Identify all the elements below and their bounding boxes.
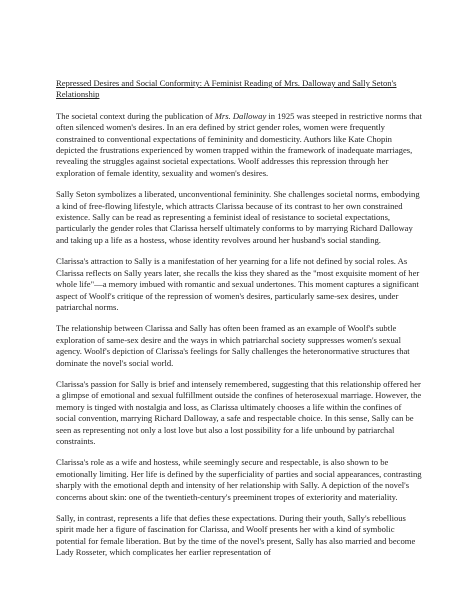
paragraph-7: Sally, in contrast, represents a life that defies these expectations. During their youth, Sally's rebellious spirit made her a figure of fascination for Clarissa, and Woolf presents her with a kind of symbolic potential for female liberation. But by the time of the novel's present, Sally has also married and become Lady Rosseter, which complicates her earlier representation of [56,513,416,558]
document-body [56,78,422,569]
paragraph-1 [56,111,422,179]
paragraph-1-after: in 1925 was steeped in restrictive norms that often silenced women's desires. In an era defined by strict gender roles, women were frequently constrained to conventional expectations of femininity and domesticity. Authors like Kate Chopin depicted the frustrations experienced by women trapped within the framework of inadequate marriages, revealing the struggles against societal expectations. Woolf addresses this repression through her exploration of female identity, sexuality and women's desires. [56,110,422,178]
paragraph-6: Clarissa's role as a wife and hostess, while seemingly secure and respectable, is also shown to be emotionally limiting. Her life is defined by the superficiality of parties and social appearances, contrasting sharply with the emotional depth and intensity of her relationship with Sally. A depiction of the novel's concerns about skin: one of the twentieth-century's preeminent tropes of exteriority and materiality. [56,457,422,502]
paragraph-4: The relationship between Clarissa and Sally has often been framed as an example of Woolf's subtle exploration of same-sex desire and the ways in which patriarchal society suppresses women's sexual agency. Woolf's depiction of Clarissa's feelings for Sally challenges the heteronormative structures that dominate the novel's social world. [56,323,410,368]
paragraph-2: Sally Seton symbolizes a liberated, unconventional femininity. She challenges societal norms, embodying a kind of free-flowing lifestyle, which attracts Clarissa because of its contrast to her own constrained existence. Sally can be read as representing a feminist ideal of resistance to societal expectations, particularly the gender roles that Clarissa herself ultimately conforms to by marrying Richard Dalloway and taking up a life as a hostess, whose identity revolves around her husband's social standing. [56,189,420,245]
paragraph-5: Clarissa's passion for Sally is brief and intensely remembered, suggesting that this relationship offered her a glimpse of emotional and sexual fulfillment outside the confines of heterosexual marriage. However, the memory is tinged with nostalgia and loss, as Clarissa ultimately chooses a life within the confines of social convention, marrying Richard Dalloway, a safe and respectable choice. In this sense, Sally can be seen as representing not only a lost love but also a lost possibility for a life unbound by patriarchal constraints. [56,378,422,446]
paragraph-1-book-title: Mrs. Dalloway [214,110,267,121]
document-title: Repressed Desires and Social Conformity: A Feminist Reading of Mrs. Dalloway and Sally Seton's Relationship [56,78,397,100]
paragraph-1-before: The societal context during the publication of [56,110,215,121]
paragraph-3: Clarissa's attraction to Sally is a manifestation of her yearning for a life not defined by social roles. As Clarissa reflects on Sally years later, she recalls the kiss they shared as the "most exquisite moment of her whole life"—a memory imbued with romantic and sexual undertones. This moment captures a significant aspect of Woolf's critique of the repression of women's desires, particularly same-sex desires, under patriarchal norms. [56,256,420,312]
